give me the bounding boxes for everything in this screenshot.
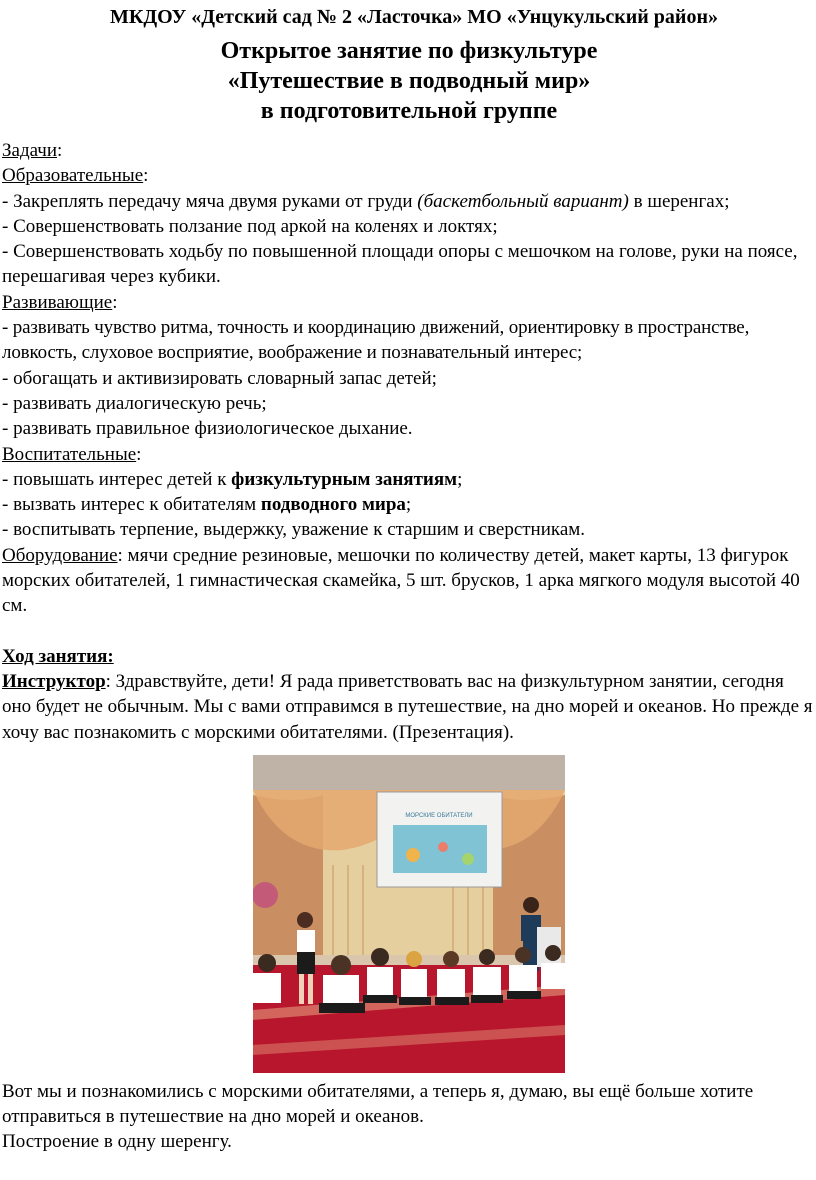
lesson-heading: Ход занятия:: [2, 645, 114, 667]
equipment-paragraph: Оборудование: мячи средние резиновые, мешочки по количеству детей, макет карты, 13 фигурок морских обитателей, 1 гимнастическая скамейка, 5 шт. брусков, 1 арка мягкого модуля высотой 40 см.: [2, 544, 800, 617]
projection-slide-title: МОРСКИЕ ОБИТАТЕЛИ: [405, 812, 473, 819]
document-body: [2, 138, 816, 1155]
photo-container: [2, 755, 816, 1073]
educational-item: - Совершенствовать ползание под аркой на коленях и локтях;: [2, 215, 498, 237]
developing-item: - развивать правильное физиологическое дыхание.: [2, 418, 413, 440]
developing-item: - развивать диалогическую речь;: [2, 392, 267, 414]
classroom-photo: [253, 755, 565, 1073]
educational-item: - Совершенствовать ходьбу по повышенной площади опоры с мешочком на голове, руки на поясе, перешагивая через кубики.: [2, 241, 798, 288]
educational-item: - Закреплять передачу мяча двумя руками от груди (баскетбольный вариант) в шеренгах;: [2, 190, 730, 212]
document-page: [2, 4, 816, 1155]
classroom-photo-drawing: [253, 755, 565, 1073]
organization-header: МКДОУ «Детский сад № 2 «Ласточка» МО «Унцукульский район»: [110, 6, 718, 28]
upbringing-item: - воспитывать терпение, выдержку, уважение к старшим и сверстникам.: [2, 519, 586, 541]
tasks-heading: Задачи:: [2, 140, 63, 161]
developing-item: - развивать чувство ритма, точность и координацию движений, ориентировку в пространстве, ловкость, слуховое восприятие, воображение и познавательный интерес;: [2, 317, 750, 364]
instructor-speech: Инструктор: Здравствуйте, дети! Я рада приветствовать вас на физкультурном занятии, сегодня оно будет не обычным. Мы с вами отправимся в путешествие, на дно морей и океанов. Но прежде я хочу вас познакомить с морскими обитателями. (Презентация).: [2, 670, 813, 743]
lesson-title: [2, 36, 816, 126]
title-line-1: Открытое занятие по физкультуре: [220, 38, 598, 64]
upbringing-item: - повышать интерес детей к физкультурным занятиям;: [2, 468, 463, 490]
upbringing-item: - вызвать интерес к обитателям подводного мира;: [2, 494, 412, 516]
formation-instruction: Построение в одну шеренгу.: [2, 1131, 232, 1153]
upbringing-heading: Воспитательные:: [2, 443, 142, 465]
developing-heading: Развивающие:: [2, 291, 118, 313]
educational-heading: Образовательные:: [2, 165, 149, 187]
after-photo-paragraph: Вот мы и познакомились с морскими обитателями, а теперь я, думаю, вы ещё больше хотите отправиться в путешествие на дно морей и океанов.: [2, 1080, 754, 1128]
title-line-3: в подготовительной группе: [260, 98, 558, 124]
developing-item: - обогащать и активизировать словарный запас детей;: [2, 367, 437, 389]
title-line-2: «Путешествие в подводный мир»: [227, 68, 591, 94]
